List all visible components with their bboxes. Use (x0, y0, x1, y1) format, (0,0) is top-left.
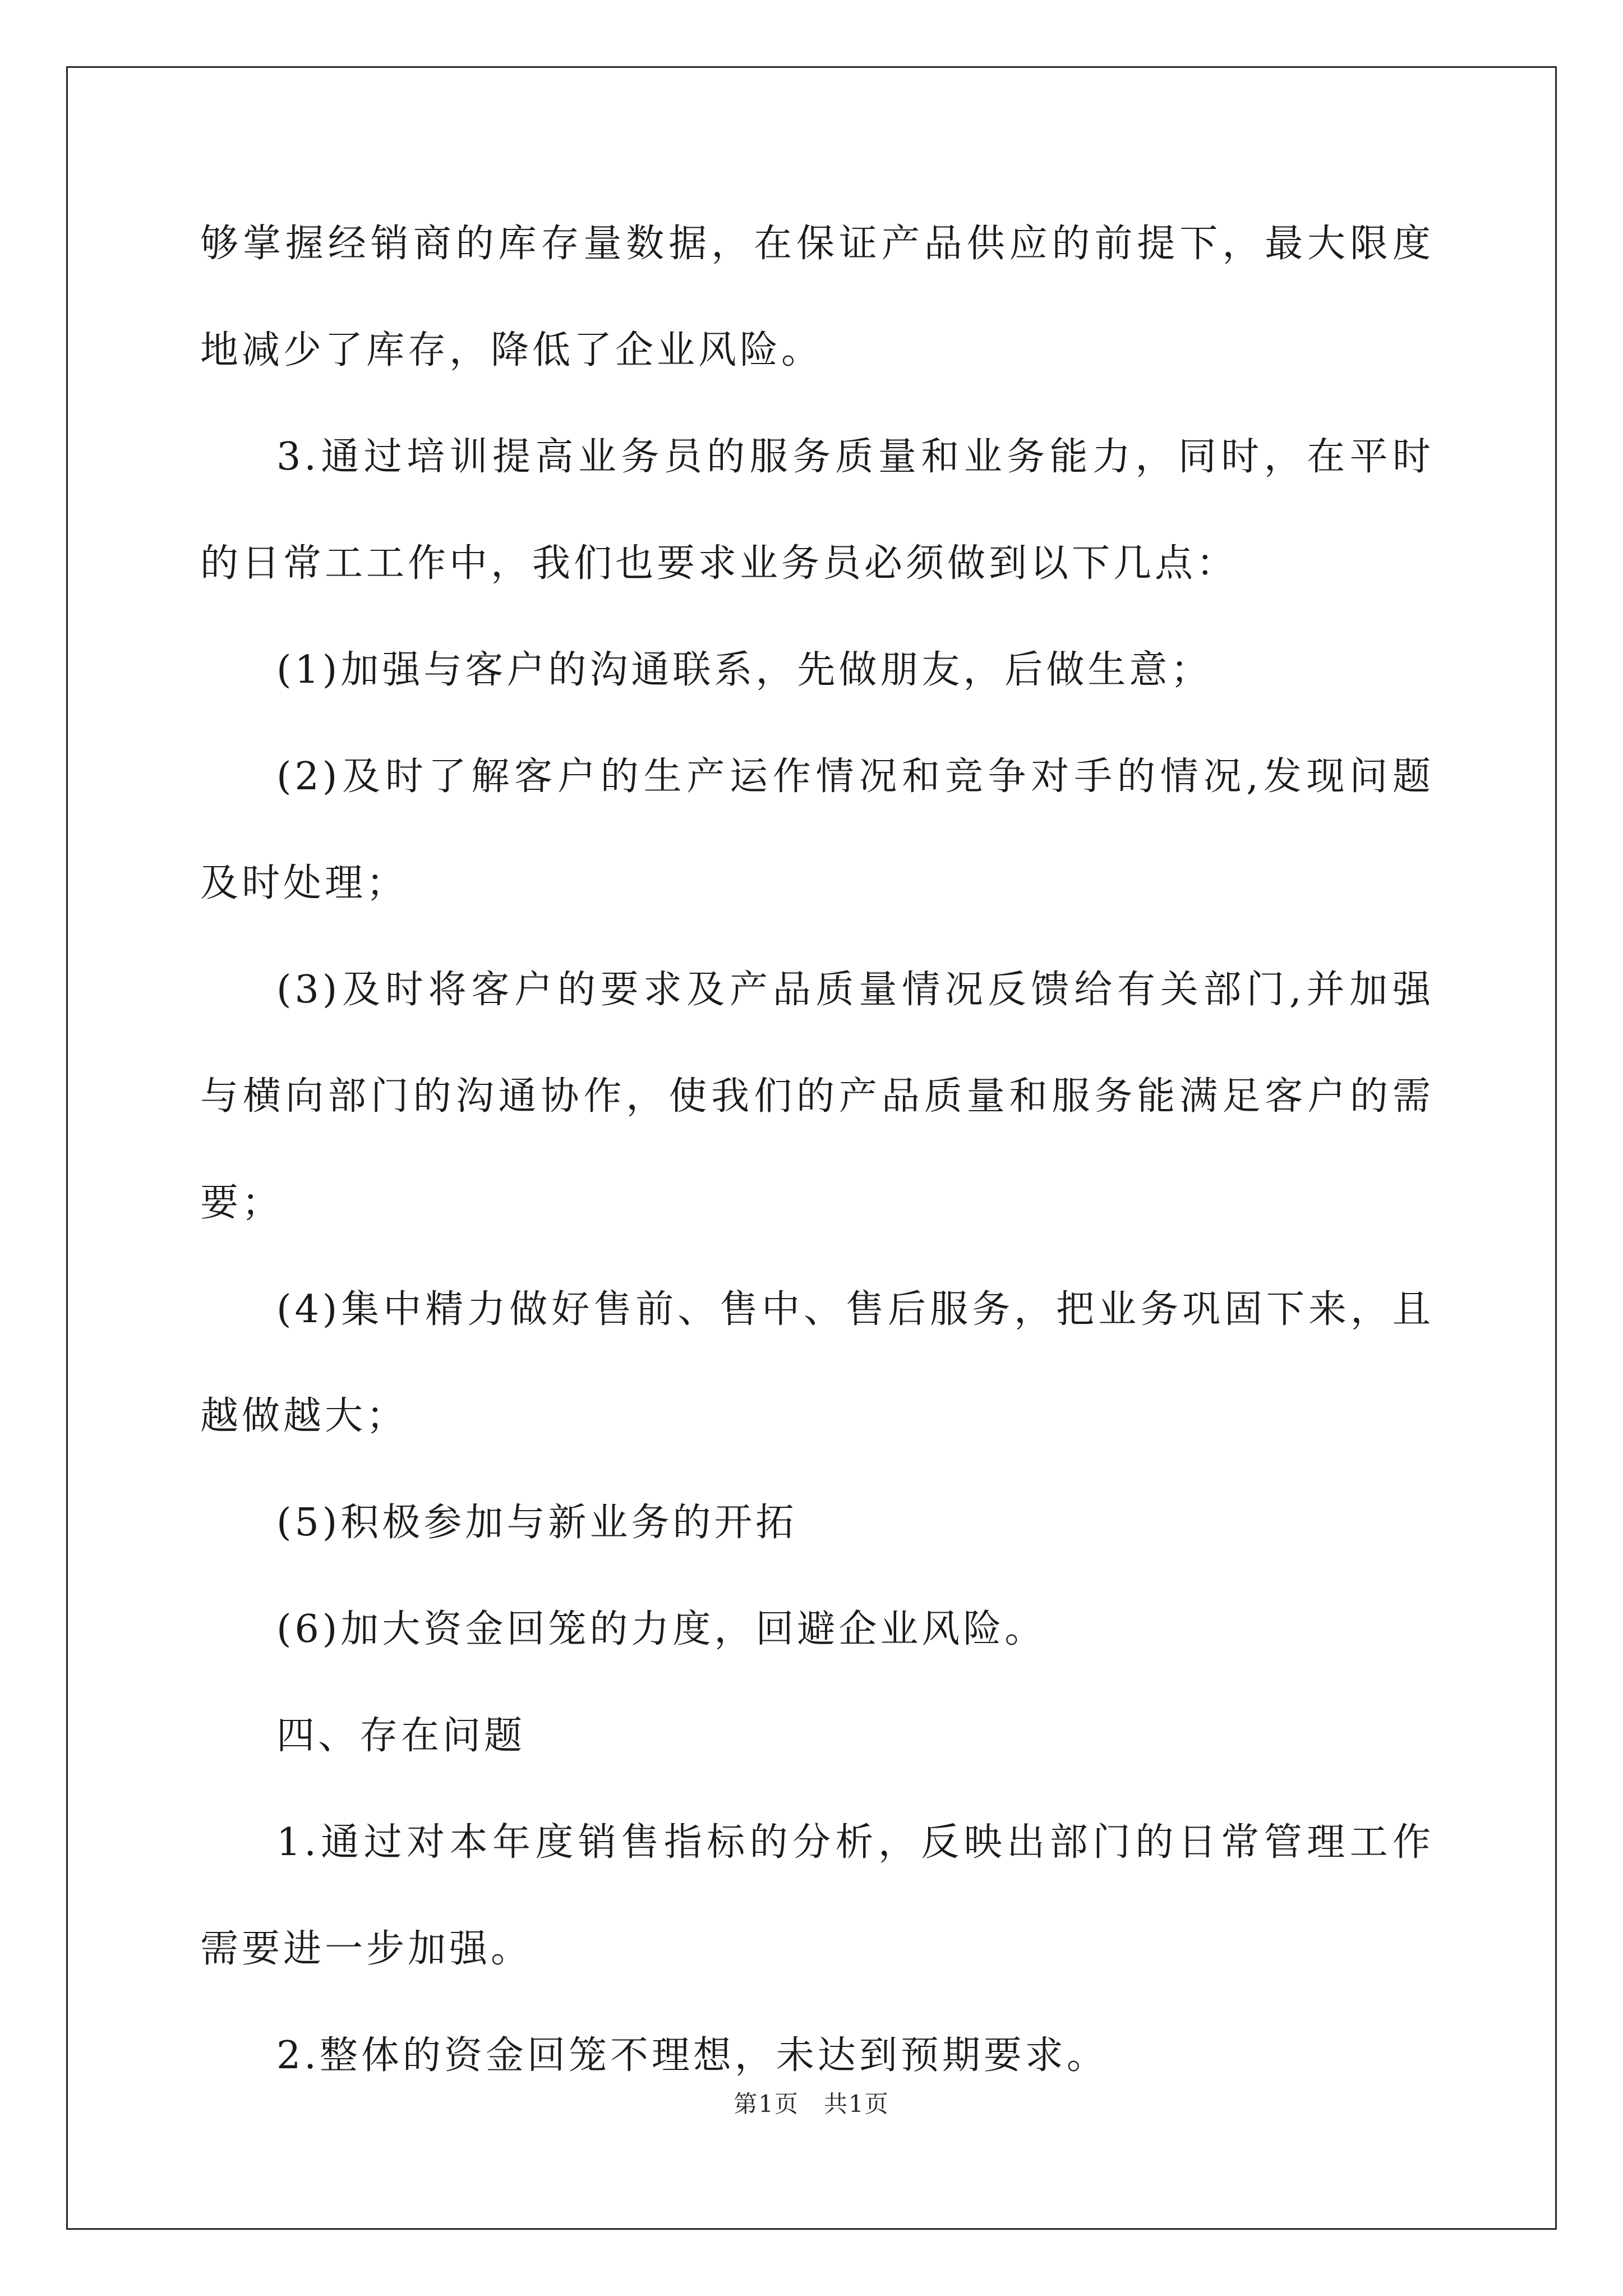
list-item-2: (2)及时了解客户的生产运作情况和竞争对手的情况,发现问题及时处理； (200, 754, 1434, 905)
list-item-3: (3)及时将客户的要求及产品质量情况反馈给有关部门,并加强与横向部门的沟通协作，使我们的产品质量和服务能满足客户的需要； (200, 968, 1434, 1225)
list-item-4: (4)集中精力做好售前、售中、售后服务，把业务巩固下来，且越做越大； (200, 1287, 1434, 1438)
list-item-1: (1)加强与客户的沟通联系，先做朋友，后做生意； (276, 648, 1212, 692)
list-item-6: (6)加大资金回笼的力度，回避企业风险。 (276, 1607, 1046, 1651)
paragraph-training: 3.通过培训提高业务员的服务质量和业务能力，同时，在平时的日常工工作中，我们也要求业务员必须做到以下几点： (200, 435, 1434, 586)
paragraph-inventory: 够掌握经销商的库存量数据，在保证产品供应的前提下，最大限度地减少了库存，降低了企业风险。 (200, 222, 1434, 372)
list-item-5: (5)积极参加与新业务的开拓 (276, 1501, 797, 1545)
document-body (200, 191, 1434, 2109)
page-number-footer: 第1页 共1页 (734, 2090, 889, 2118)
issue-item-2: 2.整体的资金回笼不理想，未达到预期要求。 (276, 2033, 1108, 2078)
issue-item-1: 1.通过对本年度销售指标的分析，反映出部门的日常管理工作需要进一步加强。 (200, 1820, 1434, 1971)
section-heading: 四、存在问题 (276, 1714, 526, 1758)
